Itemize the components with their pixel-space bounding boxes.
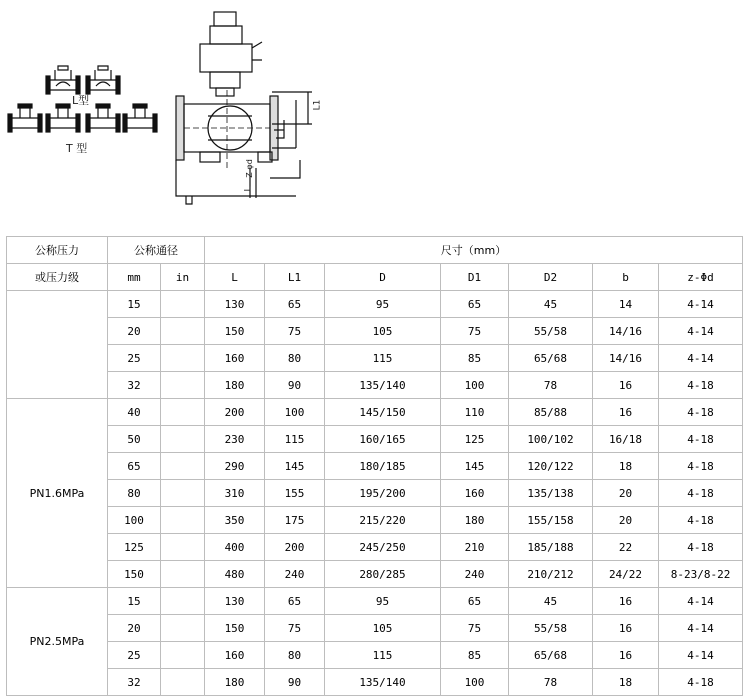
cell-D1: 65	[441, 291, 509, 318]
cell-L: 180	[205, 372, 265, 399]
cell-D1: 160	[441, 480, 509, 507]
cell-in	[161, 507, 205, 534]
cell-zphid: 4-18	[659, 534, 743, 561]
cell-mm: 25	[108, 642, 161, 669]
cell-zphid: 4-18	[659, 426, 743, 453]
cell-D1: 85	[441, 642, 509, 669]
cell-L: 480	[205, 561, 265, 588]
cell-b: 16	[593, 642, 659, 669]
cell-zphid: 4-14	[659, 588, 743, 615]
cell-in	[161, 372, 205, 399]
cell-D2: 65/68	[509, 642, 593, 669]
header-nominal-bore: 公称通径	[108, 237, 205, 264]
header-size-mm: 尺寸（mm）	[205, 237, 743, 264]
cell-D2: 120/122	[509, 453, 593, 480]
header-row-1	[7, 237, 743, 264]
cell-D2: 55/58	[509, 318, 593, 345]
table-row	[7, 291, 743, 318]
cell-zphid: 4-14	[659, 615, 743, 642]
table-row	[7, 507, 743, 534]
l-type-icon-1	[46, 66, 80, 94]
valve-drawing	[0, 0, 748, 232]
cell-D: 195/200	[325, 480, 441, 507]
cell-D: 135/140	[325, 372, 441, 399]
cell-D2: 155/158	[509, 507, 593, 534]
cell-L: 350	[205, 507, 265, 534]
header-row-2	[7, 264, 743, 291]
cell-D2: 65/68	[509, 345, 593, 372]
table-row	[7, 642, 743, 669]
cell-L1: 155	[265, 480, 325, 507]
header-L1: L1	[265, 264, 325, 291]
cell-L1: 200	[265, 534, 325, 561]
table-row	[7, 345, 743, 372]
cell-L1: 80	[265, 642, 325, 669]
cell-in	[161, 615, 205, 642]
cell-b: 14	[593, 291, 659, 318]
cell-D2: 210/212	[509, 561, 593, 588]
cell-zphid: 4-18	[659, 480, 743, 507]
header-mm: mm	[108, 264, 161, 291]
cell-in	[161, 399, 205, 426]
cell-mm: 32	[108, 669, 161, 696]
cell-in	[161, 642, 205, 669]
cell-b: 16	[593, 588, 659, 615]
cell-b: 20	[593, 480, 659, 507]
cell-L: 290	[205, 453, 265, 480]
cell-mm: 40	[108, 399, 161, 426]
cell-mm: 20	[108, 318, 161, 345]
cell-L1: 240	[265, 561, 325, 588]
cell-D2: 100/102	[509, 426, 593, 453]
spec-table	[6, 236, 743, 696]
table-row	[7, 399, 743, 426]
t-type-icon-3	[86, 104, 120, 132]
cell-D2: 78	[509, 372, 593, 399]
cell-L: 180	[205, 669, 265, 696]
cell-mm: 50	[108, 426, 161, 453]
cell-D1: 110	[441, 399, 509, 426]
cell-in	[161, 561, 205, 588]
cell-zphid: 4-18	[659, 507, 743, 534]
cell-zphid: 4-18	[659, 399, 743, 426]
dim-l1-label: L1	[312, 99, 323, 111]
cell-L: 310	[205, 480, 265, 507]
cell-zphid: 8-23/8-22	[659, 561, 743, 588]
cell-D2: 78	[509, 669, 593, 696]
cell-in	[161, 480, 205, 507]
t-type-icon-2	[46, 104, 80, 132]
cell-D1: 125	[441, 426, 509, 453]
pressure-group-label	[7, 291, 108, 399]
cell-zphid: 4-18	[659, 372, 743, 399]
cell-D: 215/220	[325, 507, 441, 534]
cell-L1: 145	[265, 453, 325, 480]
cell-mm: 25	[108, 345, 161, 372]
cell-zphid: 4-18	[659, 669, 743, 696]
header-D1: D1	[441, 264, 509, 291]
table-row	[7, 615, 743, 642]
cell-mm: 15	[108, 291, 161, 318]
table-row	[7, 318, 743, 345]
table-row	[7, 534, 743, 561]
cell-mm: 32	[108, 372, 161, 399]
cell-zphid: 4-14	[659, 345, 743, 372]
cell-L1: 75	[265, 615, 325, 642]
cell-D: 115	[325, 642, 441, 669]
cell-D1: 240	[441, 561, 509, 588]
cell-D: 180/185	[325, 453, 441, 480]
cell-L1: 65	[265, 588, 325, 615]
cell-D1: 75	[441, 615, 509, 642]
cell-L: 150	[205, 318, 265, 345]
header-L: L	[205, 264, 265, 291]
cell-D2: 135/138	[509, 480, 593, 507]
cell-mm: 15	[108, 588, 161, 615]
cell-in	[161, 534, 205, 561]
cell-L: 160	[205, 642, 265, 669]
cell-L: 230	[205, 426, 265, 453]
cell-D: 105	[325, 615, 441, 642]
cell-D2: 45	[509, 291, 593, 318]
cell-mm: 80	[108, 480, 161, 507]
pressure-group-label: PN1.6MPa	[7, 399, 108, 588]
cell-L: 150	[205, 615, 265, 642]
cell-D: 105	[325, 318, 441, 345]
cell-D1: 85	[441, 345, 509, 372]
cell-D: 245/250	[325, 534, 441, 561]
table-row	[7, 426, 743, 453]
cell-b: 22	[593, 534, 659, 561]
cell-in	[161, 426, 205, 453]
table-row	[7, 588, 743, 615]
cell-D2: 45	[509, 588, 593, 615]
cell-b: 16/18	[593, 426, 659, 453]
cell-D: 95	[325, 588, 441, 615]
cell-mm: 65	[108, 453, 161, 480]
cell-D1: 75	[441, 318, 509, 345]
cell-L1: 90	[265, 372, 325, 399]
cell-L: 160	[205, 345, 265, 372]
header-b: b	[593, 264, 659, 291]
cell-L: 200	[205, 399, 265, 426]
pressure-group-label: PN2.5MPa	[7, 588, 108, 696]
cell-in	[161, 291, 205, 318]
header-pressure-class: 或压力级	[7, 264, 108, 291]
t-type-icon-4	[123, 104, 157, 132]
cell-in	[161, 453, 205, 480]
cell-D: 160/165	[325, 426, 441, 453]
cell-L: 130	[205, 291, 265, 318]
cell-b: 18	[593, 453, 659, 480]
cell-D1: 180	[441, 507, 509, 534]
header-D: D	[325, 264, 441, 291]
cell-L: 400	[205, 534, 265, 561]
cell-b: 14/16	[593, 318, 659, 345]
cell-b: 24/22	[593, 561, 659, 588]
l-type-label: L型	[72, 94, 90, 107]
header-nominal-pressure: 公称压力	[7, 237, 108, 264]
header-D2: D2	[509, 264, 593, 291]
table-row	[7, 453, 743, 480]
table-row	[7, 480, 743, 507]
cell-in	[161, 318, 205, 345]
cell-zphid: 4-14	[659, 642, 743, 669]
cell-b: 16	[593, 615, 659, 642]
l-type-icon-2	[86, 66, 120, 94]
cell-L1: 90	[265, 669, 325, 696]
cell-zphid: 4-14	[659, 318, 743, 345]
cell-b: 18	[593, 669, 659, 696]
cell-mm: 20	[108, 615, 161, 642]
dim-l-label: L	[243, 186, 254, 192]
header-in: in	[161, 264, 205, 291]
cell-D2: 185/188	[509, 534, 593, 561]
cell-L1: 115	[265, 426, 325, 453]
cell-D: 95	[325, 291, 441, 318]
cell-mm: 100	[108, 507, 161, 534]
cell-D1: 145	[441, 453, 509, 480]
cell-mm: 150	[108, 561, 161, 588]
cell-D1: 100	[441, 669, 509, 696]
cell-D1: 65	[441, 588, 509, 615]
cell-L1: 175	[265, 507, 325, 534]
cell-D: 135/140	[325, 669, 441, 696]
dim-z-phi-d-label: Z-φd	[244, 159, 254, 178]
cell-zphid: 4-14	[659, 291, 743, 318]
cell-D1: 210	[441, 534, 509, 561]
cell-zphid: 4-18	[659, 453, 743, 480]
cell-in	[161, 588, 205, 615]
cell-D2: 55/58	[509, 615, 593, 642]
cell-b: 16	[593, 399, 659, 426]
cell-D: 115	[325, 345, 441, 372]
header-zphid: z-Φd	[659, 264, 743, 291]
table-row	[7, 372, 743, 399]
cell-L1: 80	[265, 345, 325, 372]
cell-b: 16	[593, 372, 659, 399]
cell-mm: 125	[108, 534, 161, 561]
cell-D: 280/285	[325, 561, 441, 588]
valve-drawing-svg	[0, 0, 748, 232]
t-type-label: T 型	[66, 142, 88, 155]
cell-in	[161, 345, 205, 372]
t-type-icon-1	[8, 104, 42, 132]
cell-D1: 100	[441, 372, 509, 399]
cell-b: 14/16	[593, 345, 659, 372]
table-row	[7, 669, 743, 696]
cell-D2: 85/88	[509, 399, 593, 426]
cell-L1: 65	[265, 291, 325, 318]
table-row	[7, 561, 743, 588]
cell-L1: 75	[265, 318, 325, 345]
cell-b: 20	[593, 507, 659, 534]
cell-in	[161, 669, 205, 696]
cell-L: 130	[205, 588, 265, 615]
cell-D: 145/150	[325, 399, 441, 426]
cell-L1: 100	[265, 399, 325, 426]
